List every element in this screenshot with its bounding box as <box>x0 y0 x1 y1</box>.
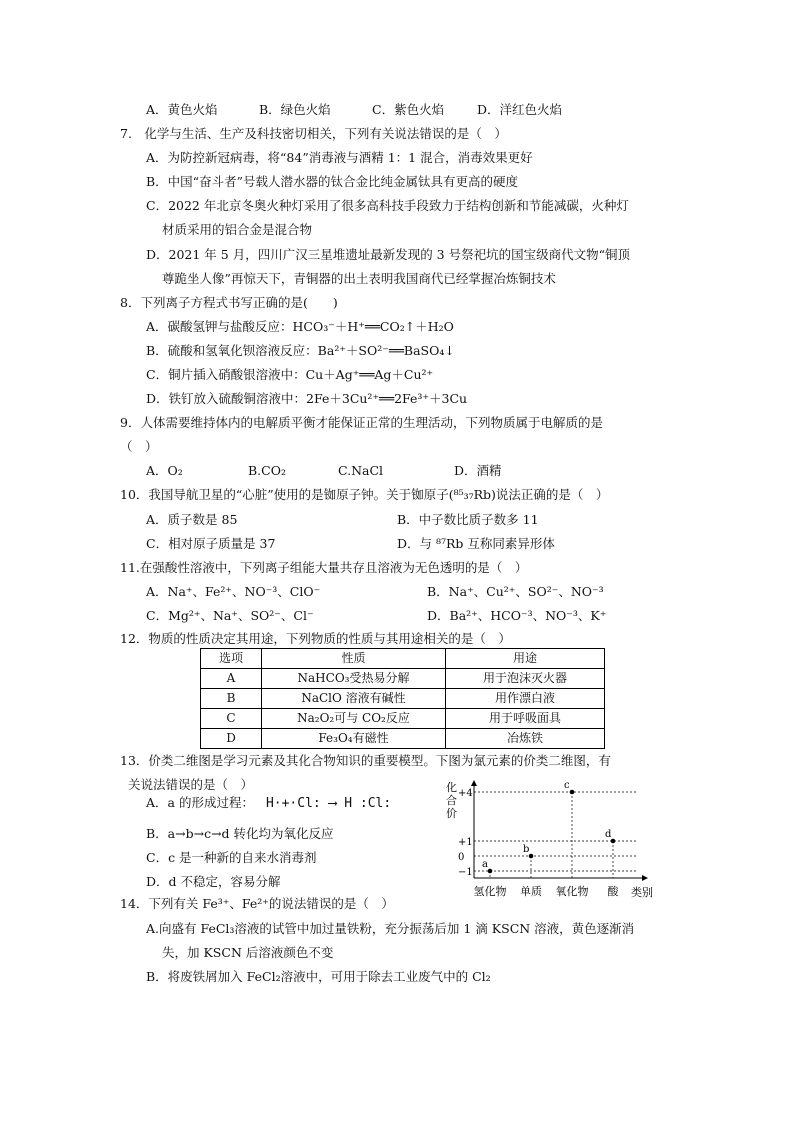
table-row <box>201 729 605 749</box>
table-row <box>201 669 605 689</box>
table-cell: B <box>201 689 262 709</box>
y-axis-arrow <box>471 780 477 786</box>
table-header: 选项 <box>201 649 262 669</box>
q13-option-c: C．c 是一种新的自来水消毒剂 <box>146 850 317 865</box>
q11-stem: 11.在强酸性溶液中，下列离子组能大量共存且溶液为无色透明的是（ ） <box>120 560 528 575</box>
q8-option-c: C．铜片插入硝酸银溶液中：Cu＋Ag⁺══Ag＋Cu²⁺ <box>146 367 434 382</box>
table-cell: A <box>201 669 262 689</box>
q13-option-b: B．a→b→c→d 转化均为氧化反应 <box>146 826 334 841</box>
x-category-label: 氢化物 <box>473 885 507 898</box>
q9-stem: 9．人体需要维持体内的电解质平衡才能保证正常的生理活动，下列物质属于电解质的是 <box>120 415 603 430</box>
svg-text:价: 价 <box>446 807 457 820</box>
q7-option-c-line2: 材质采用的铝合金是混合物 <box>162 222 313 237</box>
table-row <box>201 689 605 709</box>
y-tick-label: +1 <box>458 837 473 848</box>
y-axis-title <box>446 780 457 820</box>
q10-option-c: C．相对原子质量是 37 <box>146 536 276 551</box>
q6-option-b: B．绿色火焰 <box>259 102 331 117</box>
q6-option-d: D．洋红色火焰 <box>477 102 563 117</box>
q9-answer-paren: （ ） <box>120 439 158 454</box>
y-tick-label: −1 <box>458 867 473 878</box>
x-category-label: 酸 <box>607 885 619 898</box>
q13-stem-line2: 关说法错误的是（ ） <box>128 777 254 792</box>
q14-option-a-line1: A.向盛有 FeCl₃溶液的试管中加过量铁粉，充分振荡后加 1 滴 KSCN 溶液，黄色逐渐消 <box>146 921 635 936</box>
table-cell: 用于呼吸面具 <box>446 709 605 729</box>
table-cell: 用作漂白液 <box>446 689 605 709</box>
q13-option-a-prefix: A．a 的形成过程： <box>146 795 254 810</box>
q7-option-b: B．中国“奋斗者”号载人潜水器的钛合金比纯金属钛具有更高的硬度 <box>146 174 518 189</box>
q13-option-a <box>146 794 391 813</box>
table-header: 用途 <box>446 649 605 669</box>
q8-option-b: B．硫酸和氢氧化钡溶液反应：Ba²⁺＋SO²⁻══BaSO₄↓ <box>146 343 455 358</box>
q11-option-d: D．Ba²⁺、HCO⁻³、NO⁻³、K⁺ <box>427 608 607 623</box>
data-point-label: c <box>564 780 570 791</box>
table-cell: Na₂O₂可与 CO₂反应 <box>262 709 446 729</box>
q9-option-d: D．酒精 <box>454 463 502 478</box>
table-header-row <box>201 649 605 669</box>
svg-text:化: 化 <box>446 781 457 794</box>
q10-stem: 10．我国导航卫星的“心脏”使用的是铷原子钟。关于铷原子(⁸⁵₃₇Rb)说法正确的是（ ） <box>120 487 609 502</box>
q14-stem: 14．下列有关 Fe³⁺、Fe²⁺的说法错误的是（ ） <box>120 896 394 911</box>
q14-option-a-line2: 失，加 KSCN 后溶液颜色不变 <box>162 945 334 960</box>
q12-table <box>200 648 605 749</box>
q8-option-a: A．碳酸氢钾与盐酸反应：HCO₃⁻＋H⁺══CO₂↑＋H₂O <box>146 319 454 334</box>
table-cell: 用于泡沫灭火器 <box>446 669 605 689</box>
q10-option-a: A．质子数是 85 <box>146 512 238 527</box>
x-category-label: 单质 <box>520 885 542 898</box>
table-cell: D <box>201 729 262 749</box>
q9-option-c: C.NaCl <box>338 463 384 478</box>
electron-dot-formula: H·+·Cl: ⟶ H :Cl: <box>265 796 392 811</box>
q9-option-b: B.CO₂ <box>248 463 286 478</box>
q10-option-d: D．与 ⁸⁷Rb 互称同素异形体 <box>397 536 555 551</box>
x-axis-arrow <box>642 875 648 881</box>
svg-text:合: 合 <box>446 794 457 807</box>
q11-option-a: A．Na⁺、Fe²⁺、NO⁻³、ClO⁻ <box>146 584 321 599</box>
table-cell: Fe₃O₄有磁性 <box>262 729 446 749</box>
q6-option-c: C．紫色火焰 <box>372 102 445 117</box>
q13-option-d: D．d 不稳定，容易分解 <box>146 874 281 889</box>
y-tick-label: 0 <box>458 852 465 863</box>
q7-option-a: A．为防控新冠病毒，将“84”消毒液与酒精 1：1 混合，消毒效果更好 <box>146 150 533 165</box>
table-header: 性质 <box>262 649 446 669</box>
q14-option-b: B．将废铁屑加入 FeCl₂溶液中，可用于除去工业废气中的 Cl₂ <box>146 969 491 984</box>
data-point-label: b <box>523 844 530 855</box>
q7-option-c-line1: C．2022 年北京冬奥火种灯采用了很多高科技手段致力于结构创新和节能减碳，火种灯 <box>146 198 629 213</box>
data-point-label: d <box>605 829 612 840</box>
q9-option-a: A．O₂ <box>146 463 183 478</box>
q11-option-b: B．Na⁺、Cu²⁺、SO²⁻、NO⁻³ <box>427 584 604 599</box>
x-axis-title: 类别 <box>631 886 653 898</box>
q7-option-d-line2: 尊跪坐人像”再惊天下，青铜器的出土表明我国商代已经掌握冶炼铜技术 <box>162 271 556 286</box>
table-cell: NaClO 溶液有碱性 <box>262 689 446 709</box>
valence-class-chart <box>438 778 678 898</box>
q13-stem-line1: 13．价类二维图是学习元素及其化合物知识的重要模型。下图为氯元素的价类二维图，有 <box>120 753 611 768</box>
table-row <box>201 709 605 729</box>
q6-option-a: A．黄色火焰 <box>146 102 218 117</box>
q10-option-b: B．中子数比质子数多 11 <box>397 512 539 527</box>
q7-stem: 7. 化学与生活、生产及科技密切相关，下列有关说法错误的是（ ） <box>120 126 507 141</box>
x-category-label: 氧化物 <box>555 885 589 898</box>
data-point-label: a <box>482 859 488 870</box>
data-point-a <box>488 869 493 874</box>
q8-option-d: D．铁钉放入硫酸铜溶液中：2Fe＋3Cu²⁺══2Fe³⁺＋3Cu <box>146 391 468 406</box>
table-cell: C <box>201 709 262 729</box>
q11-option-c: C．Mg²⁺、Na⁺、SO²⁻、Cl⁻ <box>146 608 314 623</box>
data-point-c <box>570 790 575 795</box>
table-cell: NaHCO₃受热易分解 <box>262 669 446 689</box>
q12-stem: 12．物质的性质决定其用途，下列物质的性质与其用途相关的是（ ） <box>120 631 511 646</box>
q8-stem: 8．下列离子方程式书写正确的是( ) <box>120 295 338 310</box>
y-tick-label: +4 <box>458 788 473 799</box>
table-cell: 冶炼铁 <box>446 729 605 749</box>
q7-option-d-line1: D．2021 年 5 月，四川广汉三星堆遗址最新发现的 3 号祭祀坑的国宝级商代文物“铜顶 <box>146 247 630 262</box>
